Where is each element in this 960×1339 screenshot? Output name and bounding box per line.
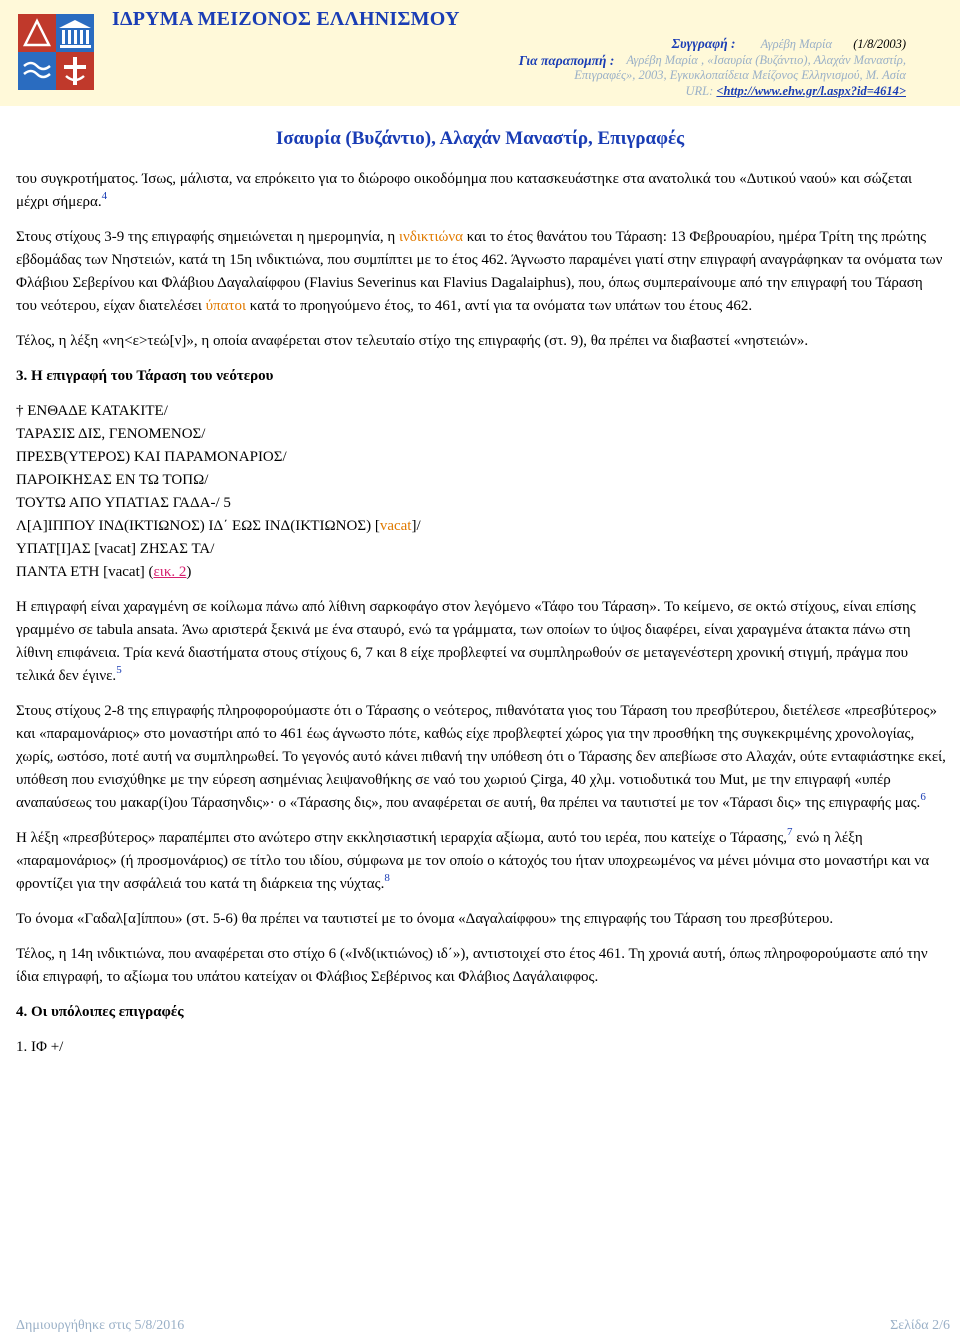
paragraph: [16, 827, 946, 896]
paragraph-text: κατά το προηγούμενο έτος, το 461, αντί για τα ονόματα των υπάτων του έτους 462.: [246, 298, 753, 314]
section-heading: 3. Η επιγραφή του Τάραση του νεότερου: [16, 368, 274, 384]
paragraph: [16, 596, 946, 688]
paragraph-text: Στους στίχους 2-8 της επιγραφής πληροφορούμαστε ότι ο Τάρασης ο νεότερος, πιθανότατα γιος του Τάραση του πρεσβύτερου, διετέλεσε «πρεσβύτερος» και «παραμονάριος» στο μοναστήρι από το 461 έως άγνωστο πότε, καθώς είχε προβλεφτεί χώρος για την προσθήκη της συγκεκριμένης χρονολογίας, χωρίς, ωστόσο, ποτέ αυτή να συμπληρωθεί. Το γεγονός αυτό κάνει πιθανή την υπόθεση ότι ο Τάρασης δεν απεβίωσε στο Αλαχάν, ούτε ενταφιάστηκε εκεί, υπόθεση που ενισχύθηκε με την εύρεση ασημένιας λειψανοθήκης σε ναό του χωριού Çirga, 40 χλμ. νοτιοδυτικά του Mut, με την επιγραφή «υπέρ αναπαύσεως του μακαρ(ί)ου Τάρασηνδις»· ο «Τάρασης δις», που αναφέρεται σε αυτή, θα πρέπει να ταυτιστεί με τον «Τάρασι δις» της επιγραφής μας.: [16, 703, 946, 811]
publication-date: (1/8/2003): [853, 37, 906, 51]
inscription-line: ΠΡΕΣΒ(ΥΤΕΡΟΣ) ΚΑΙ ΠΑΡΑΜΟΝΑΡΙΟΣ/: [16, 449, 287, 465]
footnote-ref[interactable]: 5: [116, 664, 122, 676]
inscription-text: ΠΑΝΤΑ ΕΤΗ [vacat] (: [16, 564, 154, 580]
paragraph-text: Στους στίχους 3-9 της επιγραφής σημειώνεται η ημερομηνία, η: [16, 229, 399, 245]
citation-line1: Αγρέβη Μαρία , «Ισαυρία (Βυζάντιο), Αλαχάν Μαναστίρ,: [626, 52, 906, 67]
paragraph-text: Η λέξη «πρεσβύτερος» παραπέμπει στο ανώτερο στην εκκλησιαστική ιεραρχία αξίωμα, αυτό του ιερέα, που κατείχε ο Τάρασης,: [16, 830, 788, 846]
citation-label: Για παραπομπή :: [518, 52, 615, 68]
paragraph-text: του συγκροτήματος. Ίσως, μάλιστα, να επρόκειτο για το διώροφο οικοδόμημα που κατασκευάστηκε στα ανατολικά του «Δυτικού ναού» και σώζεται μέχρι σήμερα.: [16, 171, 913, 210]
paragraph: [16, 168, 946, 214]
inscription-text: Λ[Α]ΙΠΠΟΥ ΙΝΔ(ΙΚΤΙΩΝΟΣ) ΙΔ΄ ΕΩΣ ΙΝΔ(ΙΚΤΙΩΝΟΣ) [: [16, 518, 380, 534]
citation-row: [519, 53, 906, 69]
paragraph: [16, 226, 946, 318]
author-label: Συγγραφή :: [671, 36, 736, 51]
inscription-line: † ΕΝΘΑΔΕ ΚΑΤΑΚΙΤΕ/: [16, 403, 168, 419]
citation-block: [519, 36, 906, 99]
author-value: Αγρέβη Μαρία: [760, 37, 833, 51]
paragraph-text: ενώ η λέξη «παραμονάριος» (ή προσμονάριος) σε τίτλο του ιδίου, σύμφωνα με τον οποίο ο κάτοχός του ήταν υποχρεωμένος να μένει μόνιμα στο μοναστήρι και να φροντίζει για την ασφάλειά του κατά τη διάρκεια της νύχτας.: [16, 830, 930, 892]
inscription-line: ΤΑΡΑΣΙΣ ΔΙΣ, ΓΕΝΟΜΕΝΟΣ/: [16, 426, 206, 442]
figure-link[interactable]: εικ. 2: [153, 564, 187, 580]
glossary-link-consuls[interactable]: ύπατοι: [205, 298, 247, 314]
site-title: ΙΔΡΥΜΑ ΜΕΙΖΟΝΟΣ ΕΛΛΗΝΙΣΜΟΥ: [112, 8, 460, 30]
footer-created-date: Δημιουργήθηκε στις 5/8/2016: [16, 1318, 185, 1333]
footer-page-number: Σελίδα 2/6: [890, 1318, 950, 1333]
citation-url-link[interactable]: <http://www.ehw.gr/l.aspx?id=4614>: [716, 83, 906, 98]
paragraph: Το όνομα «Γαδαλ[α]ίππου» (στ. 5-6) θα πρέπει να ταυτιστεί με το όνομα «Δαγαλαίφφου» της επιγραφής του Τάραση του πρεσβύτερου.: [16, 911, 834, 927]
inscription-text: ): [186, 564, 192, 580]
inscription-line: ΠΑΡΟΙΚΗΣΑΣ ΕΝ ΤΩ ΤΟΠΩ/: [16, 472, 209, 488]
inscription-line: ΤΟΥΤΩ ΑΠΟ ΥΠΑΤΙΑΣ ΓΑΔΑ-/ 5: [16, 495, 231, 511]
footnote-ref[interactable]: 8: [384, 872, 390, 884]
paragraph: 1. ΙΦ +/: [16, 1039, 64, 1055]
citation-line2: Επιγραφές», 2003, Εγκυκλοπαίδεια Μείζονος Ελληνισμού, Μ. Ασία: [574, 68, 906, 82]
url-row: [519, 84, 906, 100]
article-body: [16, 168, 946, 1059]
url-label: URL:: [685, 83, 714, 98]
page-title: Ισαυρία (Βυζάντιο), Αλαχάν Μαναστίρ, Επιγραφές: [275, 128, 685, 149]
paragraph-text: και το έτος θανάτου του Τάραση: 13 Φεβρουαρίου, ημέρα Τρίτη της πρώτης εβδομάδας των Νηστειών, κατά τη 15η ινδικτιώνα, που συμπίπτει με το έτος 462. Άγνωστο παραμένει γιατί στην επιγραφή αναγράφηκαν τα ονόματα των Φλάβιου Σεβερίνου και Φλάβιου Δαγαλαίφφου (Flavius Severinus και Flavius Dagalaiphus), που, όπως συμπεραίνουμε από την επιγραφή του Τάραση του νεότερου, είχαν διατελέσει: [16, 229, 943, 314]
glossary-link-indiction[interactable]: ινδικτιώνα: [398, 229, 463, 245]
paragraph: Τέλος, η λέξη «νη<ε>τεώ[ν]», η οποία αναφέρεται στον τελευταίο στίχο της επιγραφής (στ. 9), θα πρέπει να διαβαστεί «νηστειών».: [16, 333, 809, 349]
author-row: [519, 36, 906, 53]
inscription-line: ΥΠΑΤ[Ι]ΑΣ [vacat] ΖΗΣΑΣ ΤΑ/: [16, 541, 215, 557]
footnote-ref[interactable]: 7: [787, 826, 793, 838]
paragraph-text: Η επιγραφή είναι χαραγμένη σε κοίλωμα πάνω από λίθινη σαρκοφάγο στον λεγόμενο «Τάφο του Τάραση». Το κείμενο, σε οκτώ στίχους, είναι επίσης γραμμένο σε tabula ansata. Άνω αριστερά ξεκινά με ένα σταυρό, ενώ τα γράμματα, των οποίων το ύψος διαφέρει, είναι χαραγμένα άτακτα πάνω στη λίθινη επιφάνεια. Τρία κενά διαστήματα στους στίχους 6, 7 και 8 είχε προβλεφτεί να συμπληρωθούν σε μεταγενέστερη χρονική στιγμή, πράγμα που τελικά δεν έγινε.: [16, 599, 916, 684]
footnote-ref[interactable]: 6: [920, 791, 926, 803]
glossary-link-vacat[interactable]: vacat: [379, 518, 412, 534]
inscription-line: [16, 515, 946, 538]
foundation-logo-icon: [18, 14, 94, 90]
section-heading: 4. Οι υπόλοιπες επιγραφές: [16, 1004, 184, 1020]
inscription-text: ]/: [411, 518, 421, 534]
inscription-line: [16, 561, 946, 584]
paragraph: [16, 700, 946, 815]
footnote-ref[interactable]: 4: [101, 190, 108, 202]
paragraph: Τέλος, η 14η ινδικτιώνα, που αναφέρεται στο στίχο 6 («Ινδ(ικτιώνος) ιδ΄»), αντιστοιχεί στο έτος 461. Τη χρονιά αυτή, όπως πληροφορούμαστε από την ίδια επιγραφή, το αξίωμα του υπάτου κατείχαν οι Φλάβιος Σεβέρινος και Φλάβιος Δαγάλαιφφος.: [16, 946, 928, 985]
document-header: [0, 0, 960, 106]
